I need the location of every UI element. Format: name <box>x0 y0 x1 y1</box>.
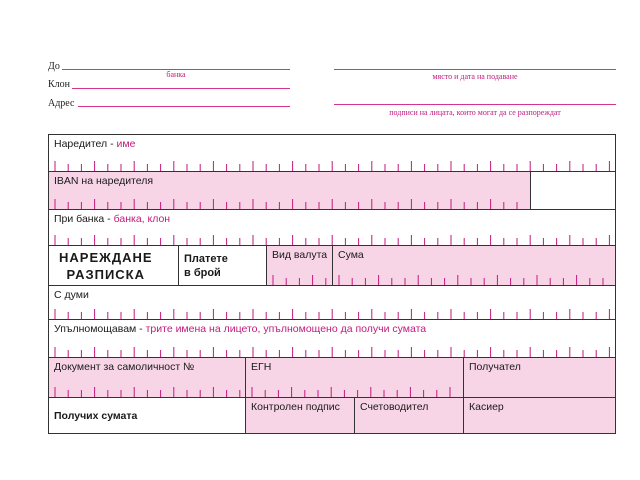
iban-field[interactable] <box>49 172 531 209</box>
received-cell <box>49 398 246 433</box>
payer-row[interactable] <box>49 135 615 172</box>
title-row <box>49 246 615 286</box>
branch-field[interactable] <box>72 88 290 89</box>
accountant-field[interactable] <box>355 398 464 433</box>
currency-ticks <box>267 275 333 285</box>
address-label: Адрес <box>48 98 75 109</box>
pay-cash-label: Платете в брой <box>184 253 228 279</box>
authorize-row[interactable] <box>49 320 615 358</box>
words-ticks <box>49 309 615 319</box>
received-label: Получих сумата <box>54 410 138 422</box>
bank-ticks <box>49 235 615 245</box>
id-row <box>49 358 615 398</box>
accountant-label: Счетоводител <box>360 401 429 413</box>
address-field[interactable] <box>78 106 290 107</box>
id-doc-ticks <box>49 387 246 397</box>
control-sig-field[interactable] <box>246 398 355 433</box>
amount-field[interactable] <box>333 246 615 285</box>
egn-ticks <box>246 387 464 397</box>
control-sig-label: Контролен подпис <box>251 401 340 413</box>
place-date-field[interactable] <box>334 69 616 70</box>
signatures-field[interactable] <box>334 104 616 105</box>
recipient-field[interactable] <box>464 358 615 397</box>
recipient-label: Получател <box>469 361 521 373</box>
signatures-hint: подписи на лицата, които могат да се разпореждат <box>389 108 561 117</box>
words-label: С думи <box>54 289 89 301</box>
cashier-label: Касиер <box>469 401 504 413</box>
egn-label: ЕГН <box>251 361 272 373</box>
pay-cash-cell <box>179 246 267 285</box>
title-cell <box>49 246 179 285</box>
iban-ticks <box>49 199 531 209</box>
iban-row <box>49 172 615 210</box>
id-doc-label: Документ за самоличност № <box>54 361 195 373</box>
payer-label: Наредител - име <box>54 138 136 150</box>
to-label: До <box>48 61 60 72</box>
payer-ticks <box>49 161 615 171</box>
currency-label: Вид валута <box>272 249 328 261</box>
form-title: НАРЕЖДАНЕ РАЗПИСКА <box>59 250 153 282</box>
signatures-row <box>49 398 615 433</box>
payment-form <box>48 134 616 434</box>
amount-ticks <box>333 275 615 285</box>
authorize-label: Упълномощавам - трите имена на лицето, упълномощено да получи сумата <box>54 323 427 335</box>
iban-label: IBAN на наредителя <box>54 175 154 187</box>
currency-field[interactable] <box>267 246 333 285</box>
id-doc-field[interactable] <box>49 358 246 397</box>
amount-label: Сума <box>338 249 364 261</box>
bank-hint: банка <box>166 70 186 79</box>
branch-label: Клон <box>48 79 71 90</box>
place-date-hint: място и дата на подаване <box>432 72 518 81</box>
bank-row[interactable] <box>49 210 615 246</box>
cashier-field[interactable] <box>464 398 615 433</box>
egn-field[interactable] <box>246 358 464 397</box>
bank-label: При банка - банка, клон <box>54 213 171 225</box>
words-row[interactable] <box>49 286 615 320</box>
authorize-ticks <box>49 347 615 357</box>
